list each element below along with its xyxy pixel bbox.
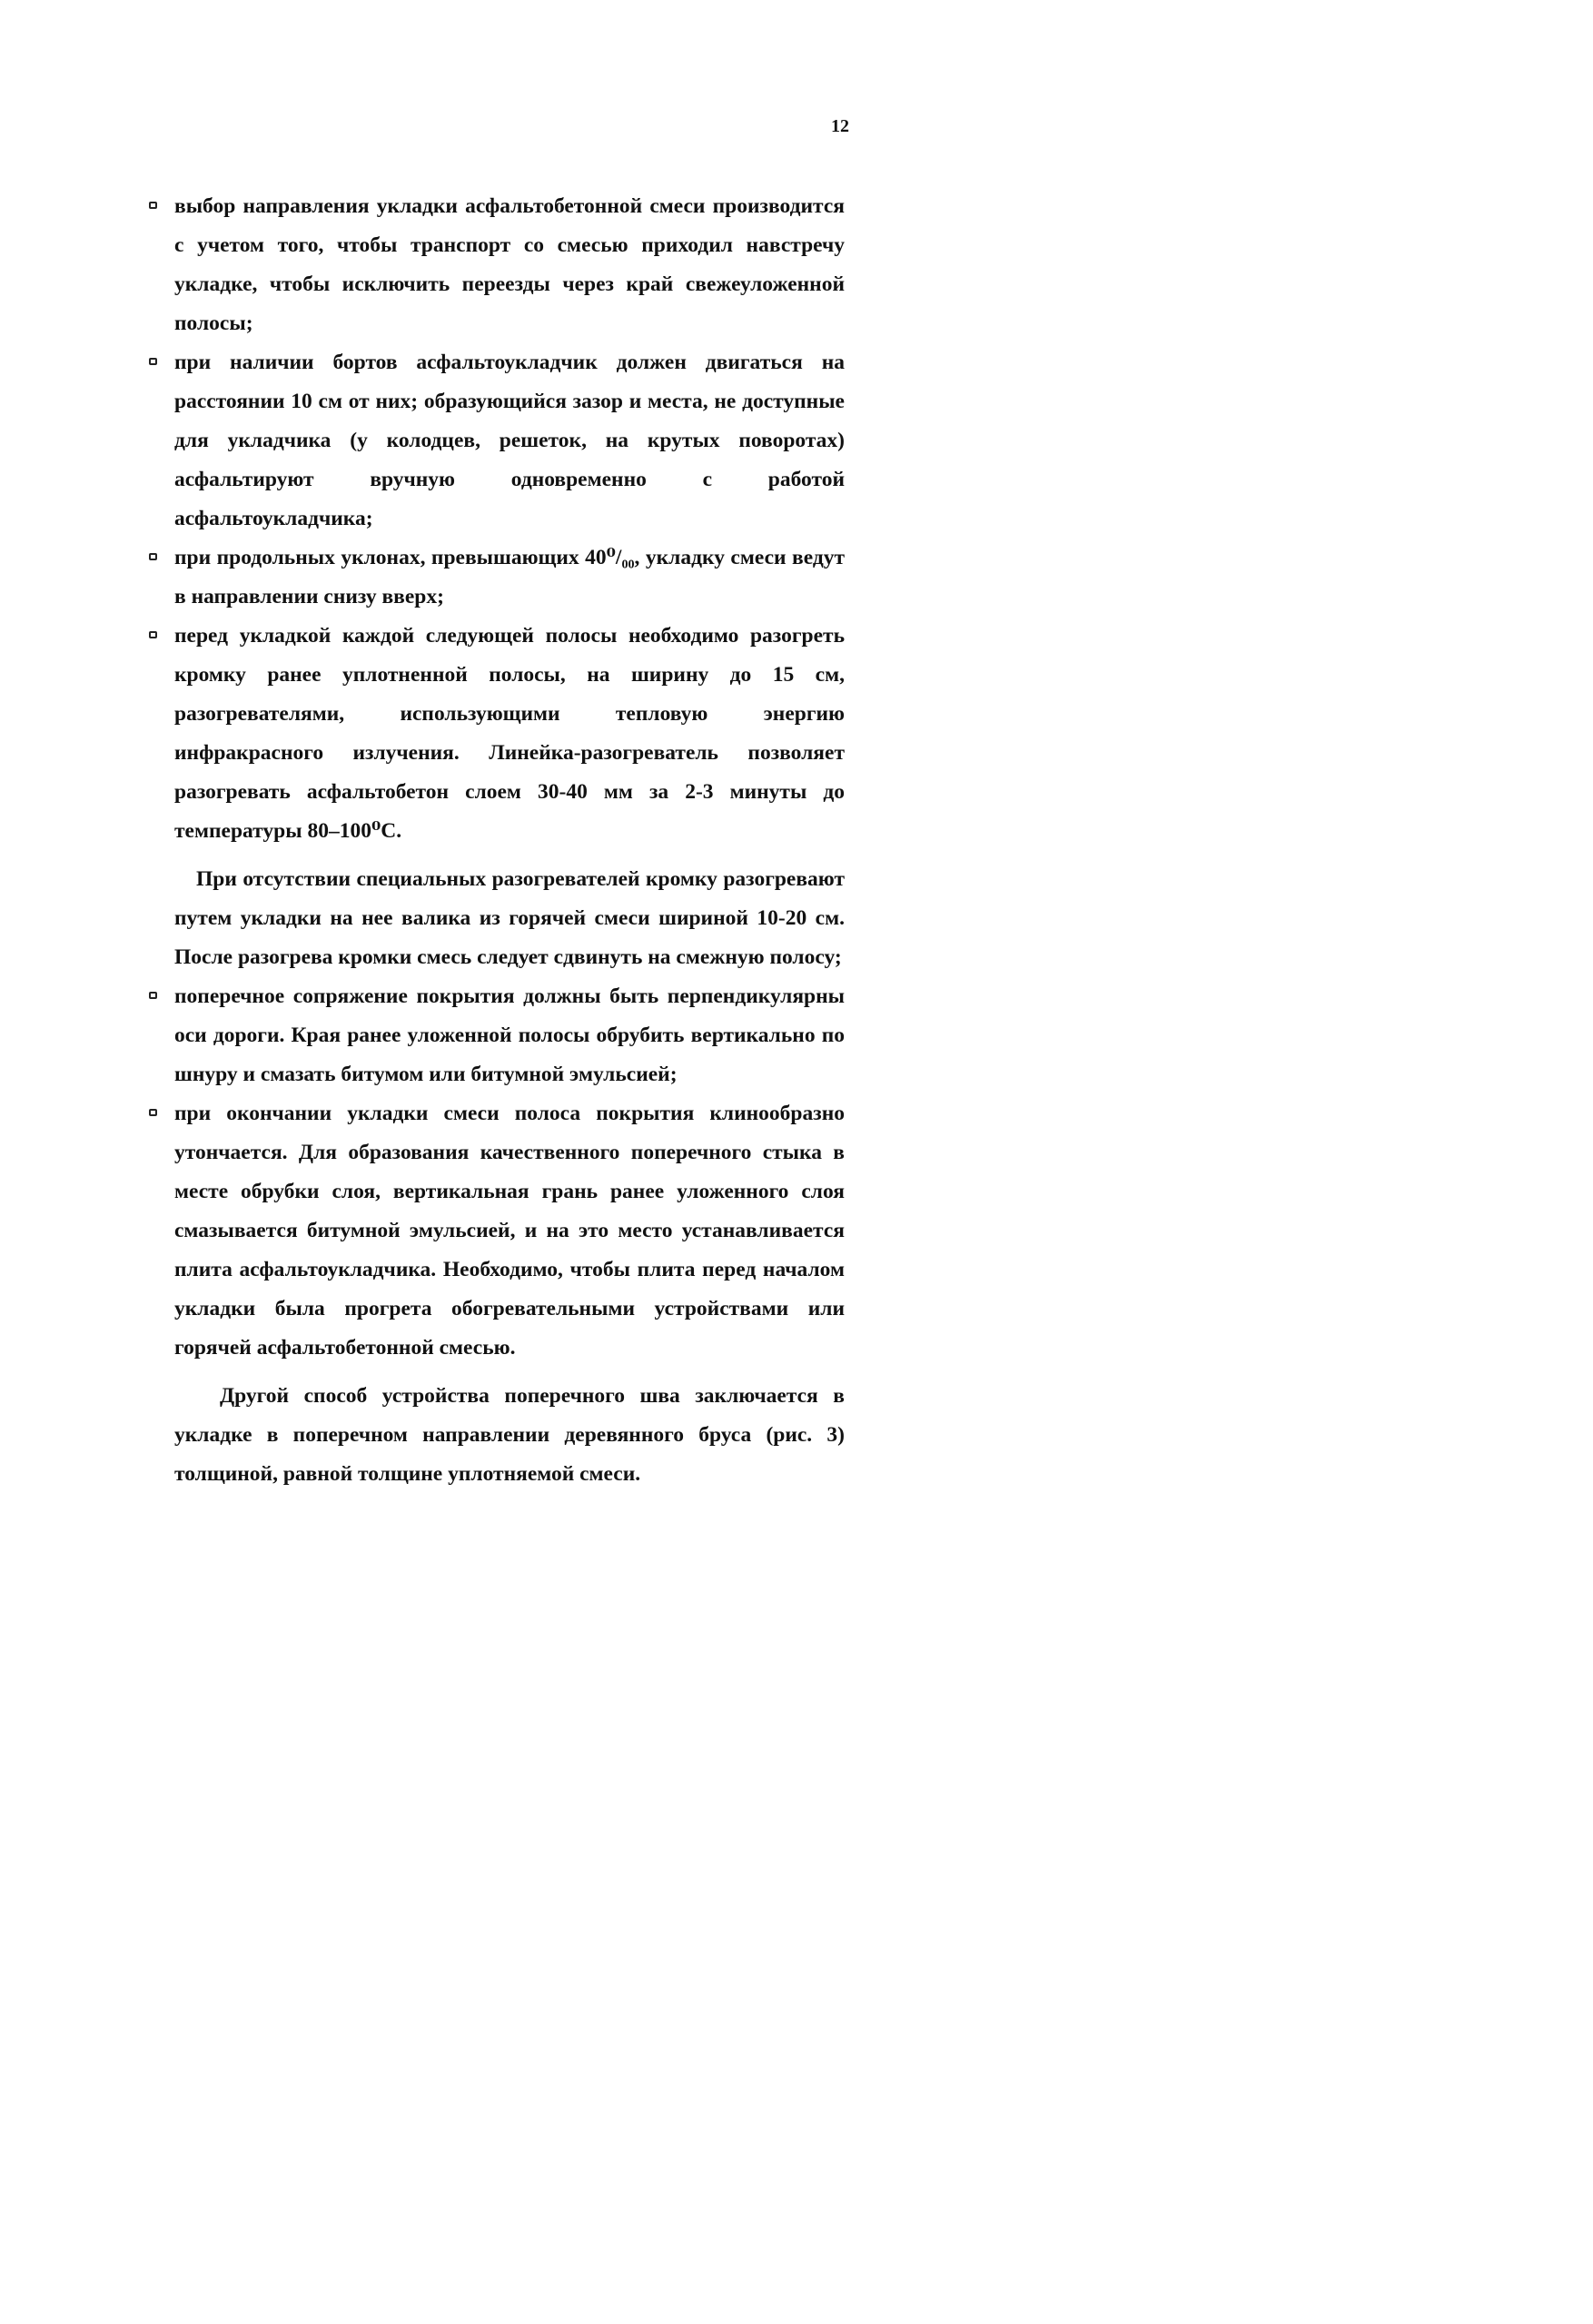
bullet-text: при окончании укладки смеси полоса покрытия клинообразно утончается. Для образования качественного поперечного стыка в месте обрубки слоя, вертикальная грань ранее уложенного слоя смазывается битумной эмульсией, и на это место устанавливается плита асфальтоукладчика. Необходимо, чтобы плита перед началом укладки была прогрета обогревательными устройствами или горячей асфальтобетонной смесью. (174, 1102, 845, 1360)
square-bullet-icon (149, 358, 157, 365)
page-number: 12 (831, 116, 849, 136)
bullet-text: перед укладкой каждой следующей полосы необходимо разогреть кромку ранее уплотненной полосы, на ширину до 15 см, разогревателями, использующими тепловую энергию инфракрасного излучения. Линейка-разогреватель позволяет разогревать асфальтобетон слоем 30-40 мм за 2-3 минуты до температуры 80–100⁰С. (174, 624, 845, 843)
document-page (0, 0, 991, 1486)
square-bullet-icon (149, 631, 157, 638)
bullet-text: при наличии бортов асфальтоукладчик должен двигаться на расстоянии 10 см от них; образующийся зазор и места, не доступные для укладчика (у колодцев, решеток, на крутых поворотах) асфальтируют вручную одновременно с работой асфальтоукладчика; (174, 351, 845, 530)
square-bullet-icon (149, 202, 157, 209)
paragraph-no-heaters: При отсутствии специальных разогревателей кромку разогревают путем укладки на нее валика из горячей смеси шириной 10-20 см. После разогрева кромки смесь следует сдвинуть на смежную полосу; (174, 867, 845, 969)
paragraph-wooden-beam: Другой способ устройства поперечного шва заключается в укладке в поперечном направлении деревянного бруса (рис. 3) толщиной, равной толщине уплотняемой смеси. (174, 1384, 845, 1486)
document-body (145, 187, 845, 1494)
bullet-item-edge-heating (145, 617, 845, 851)
bullet-text: выбор направления укладки асфальтобетонной смеси производится с учетом того, чтобы транспорт со смесью приходил навстречу укладке, чтобы исключить переезды через край свежеуложенной полосы; (174, 194, 845, 335)
square-bullet-icon (149, 992, 157, 999)
bullet-item-direction (145, 187, 845, 343)
bullet-item-end-of-laying (145, 1094, 845, 1368)
bullet-item-curbs (145, 343, 845, 539)
bullet-item-transverse-joint (145, 977, 845, 1094)
bullet-text: при продольных уклонах, превышающих 40⁰/₀₀, укладку смеси ведут в направлении снизу вверх; (174, 546, 845, 608)
bullet-text: поперечное сопряжение покрытия должны быть перпендикулярны оси дороги. Края ранее уложенной полосы обрубить вертикально по шнуру и смазать битумом или битумной эмульсией; (174, 984, 845, 1086)
square-bullet-icon (149, 553, 157, 560)
bullet-item-slopes (145, 539, 845, 617)
square-bullet-icon (149, 1109, 157, 1116)
